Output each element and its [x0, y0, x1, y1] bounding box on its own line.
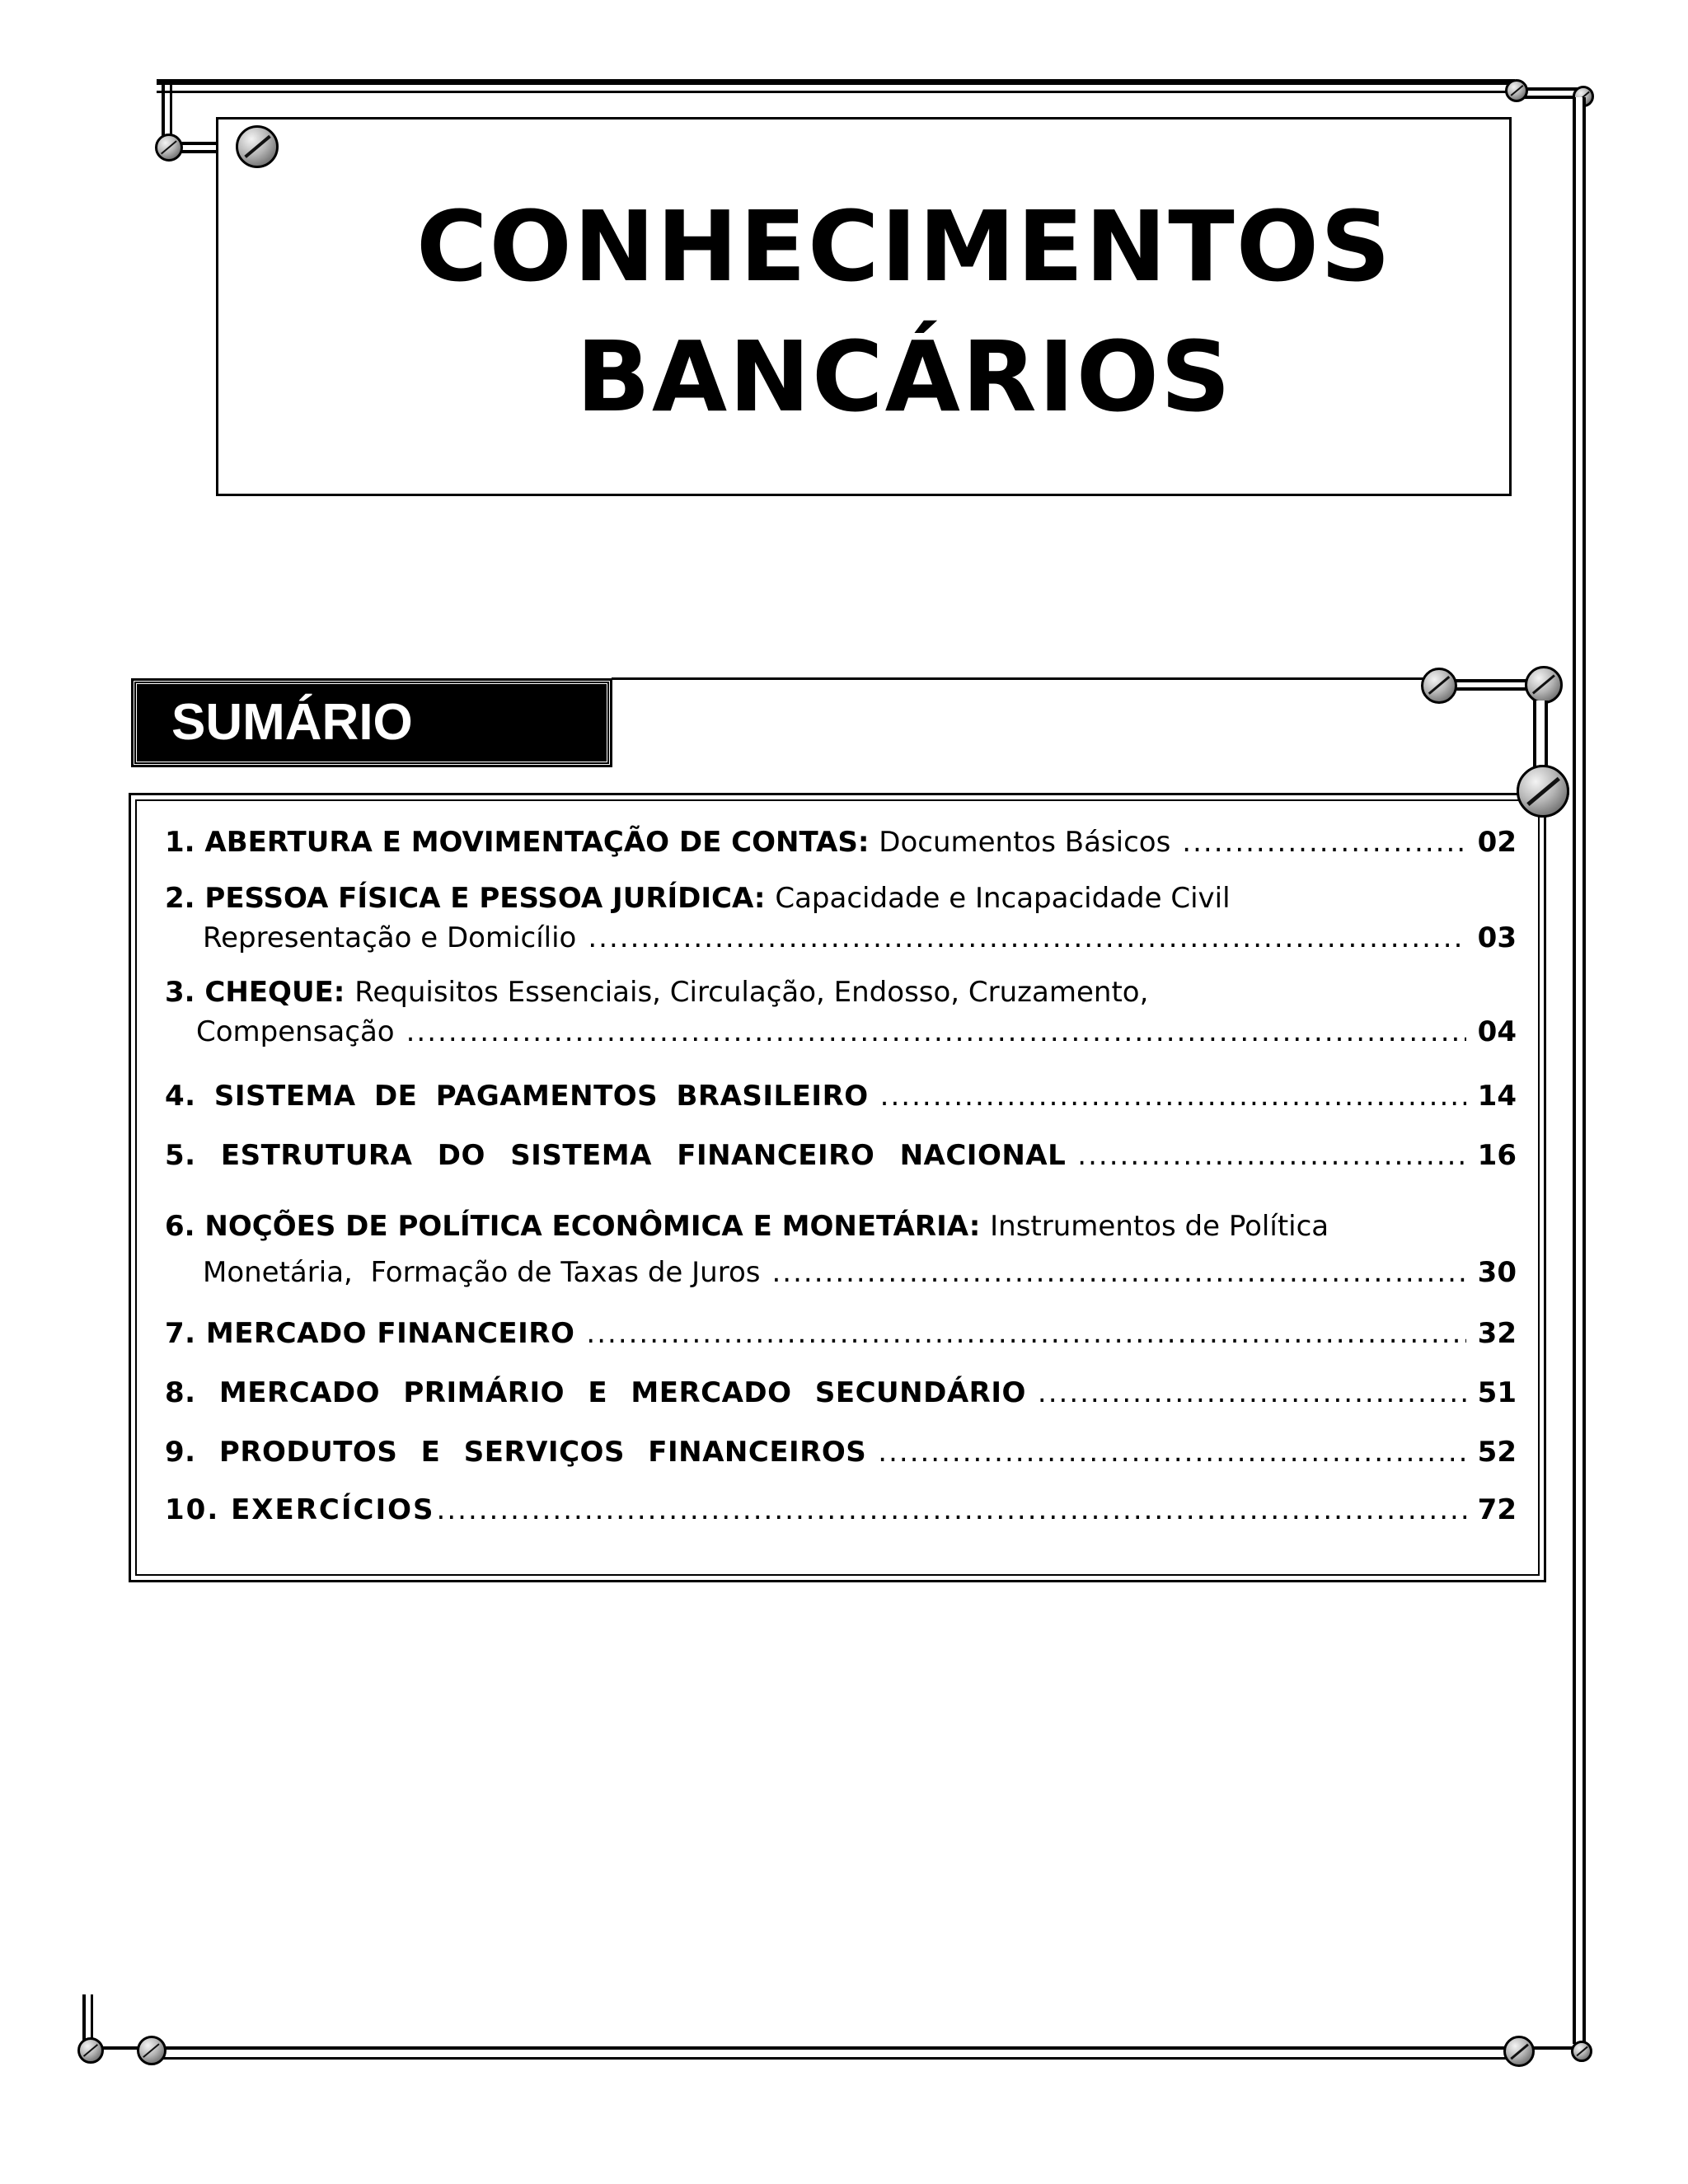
toc-page-number: 30: [1477, 1256, 1517, 1289]
toc-item-7[interactable]: [165, 1314, 1517, 1353]
leader-dots: [437, 1490, 1473, 1530]
screw-icon: [77, 2037, 104, 2064]
screw-icon: [1505, 79, 1528, 102]
toc-item-lead: 6. NOÇÕES DE POLÍTICA ECONÔMICA E MONETÁRIA:: [165, 1210, 981, 1243]
toc-page-number: 32: [1477, 1317, 1517, 1350]
toc-item-lead: 2. PESSOA FÍSICA E PESSOA JURÍDICA:: [165, 882, 766, 915]
screw-icon: [1571, 2041, 1592, 2062]
frame-bottom-line: [86, 2046, 1582, 2050]
toc-item-1[interactable]: [165, 823, 1517, 862]
leader-dots: [878, 1432, 1465, 1472]
toc-item-lead: 4. SISTEMA DE PAGAMENTOS BRASILEIRO: [165, 1080, 869, 1113]
leader-dots: [406, 1012, 1466, 1052]
toc-page-number: 14: [1477, 1080, 1517, 1113]
toc-item-continuation: Monetária, Formação de Taxas de Juros: [203, 1256, 761, 1289]
screw-icon: [1517, 765, 1569, 818]
summary-divider-line: [612, 677, 1436, 680]
toc-page-number: 16: [1477, 1139, 1517, 1172]
toc-item-3[interactable]: [165, 972, 1517, 1052]
leader-dots: [586, 1314, 1465, 1353]
frame-bottom-thin-line: [157, 2057, 1525, 2060]
screw-icon: [1503, 2036, 1535, 2067]
toc-item-lead: 8. MERCADO PRIMÁRIO E MERCADO SECUNDÁRIO: [165, 1376, 1026, 1409]
screw-icon: [1525, 666, 1563, 704]
frame-top-line: [157, 79, 1515, 85]
toc-item-lead: 1. ABERTURA E MOVIMENTAÇÃO DE CONTAS:: [165, 826, 870, 859]
toc-item-8[interactable]: [165, 1373, 1517, 1413]
leader-dots: [1182, 823, 1465, 862]
toc-item-lead: 10. EXERCÍCIOS: [165, 1493, 435, 1526]
toc-item-6[interactable]: [165, 1207, 1517, 1292]
toc-page-number: 72: [1477, 1493, 1517, 1526]
title-line-2: BANCÁRIOS: [575, 320, 1232, 434]
screw-icon: [236, 125, 279, 168]
toc-page-number: 52: [1477, 1436, 1517, 1469]
toc-page-number: 03: [1477, 921, 1517, 954]
toc-item-lead: 3. CHEQUE:: [165, 976, 345, 1009]
toc-item-lead: 9. PRODUTOS E SERVIÇOS FINANCEIROS: [165, 1436, 867, 1469]
toc-item-10[interactable]: [165, 1490, 1517, 1530]
leader-dots: [1038, 1373, 1466, 1413]
leader-dots: [771, 1253, 1465, 1292]
screw-icon: [155, 134, 183, 162]
summary-heading: SUMÁRIO: [134, 681, 610, 765]
frame-right-rail: [1573, 97, 1586, 2044]
toc-item-subtitle: Documentos Básicos: [879, 826, 1171, 859]
leader-dots: [588, 918, 1465, 958]
screw-icon: [1421, 668, 1457, 704]
toc-item-lead: 7. MERCADO FINANCEIRO: [165, 1317, 575, 1350]
page-title: [297, 181, 1512, 442]
frame-top-left-tick: [162, 82, 165, 140]
toc-item-2[interactable]: [165, 879, 1517, 958]
frame-top-thin-line: [157, 91, 1515, 93]
toc-page-number: 02: [1477, 826, 1517, 859]
toc-item-subtitle: Instrumentos de Política: [990, 1210, 1329, 1243]
toc-page-number: 51: [1477, 1376, 1517, 1409]
toc-item-4[interactable]: [165, 1076, 1517, 1116]
toc-item-lead: 5. ESTRUTURA DO SISTEMA FINANCEIRO NACIONAL: [165, 1139, 1067, 1172]
frame-top-left-tick-2: [170, 82, 172, 140]
toc-item-continuation: Representação e Domicílio: [203, 921, 577, 954]
toc-item-5[interactable]: [165, 1136, 1517, 1175]
toc-item-9[interactable]: [165, 1432, 1517, 1472]
summary-vertical-connector: [1533, 701, 1548, 766]
screw-icon: [137, 2036, 166, 2065]
leader-dots: [880, 1076, 1466, 1116]
toc-item-subtitle: Capacidade e Incapacidade Civil: [775, 882, 1231, 915]
title-line-1: CONHECIMENTOS: [415, 190, 1393, 303]
leader-dots: [1077, 1136, 1465, 1175]
toc-item-subtitle: Requisitos Essenciais, Circulação, Endosso, Cruzamento,: [354, 976, 1149, 1009]
toc-page-number: 04: [1477, 1015, 1517, 1048]
toc-item-continuation: Compensação: [196, 1015, 395, 1048]
